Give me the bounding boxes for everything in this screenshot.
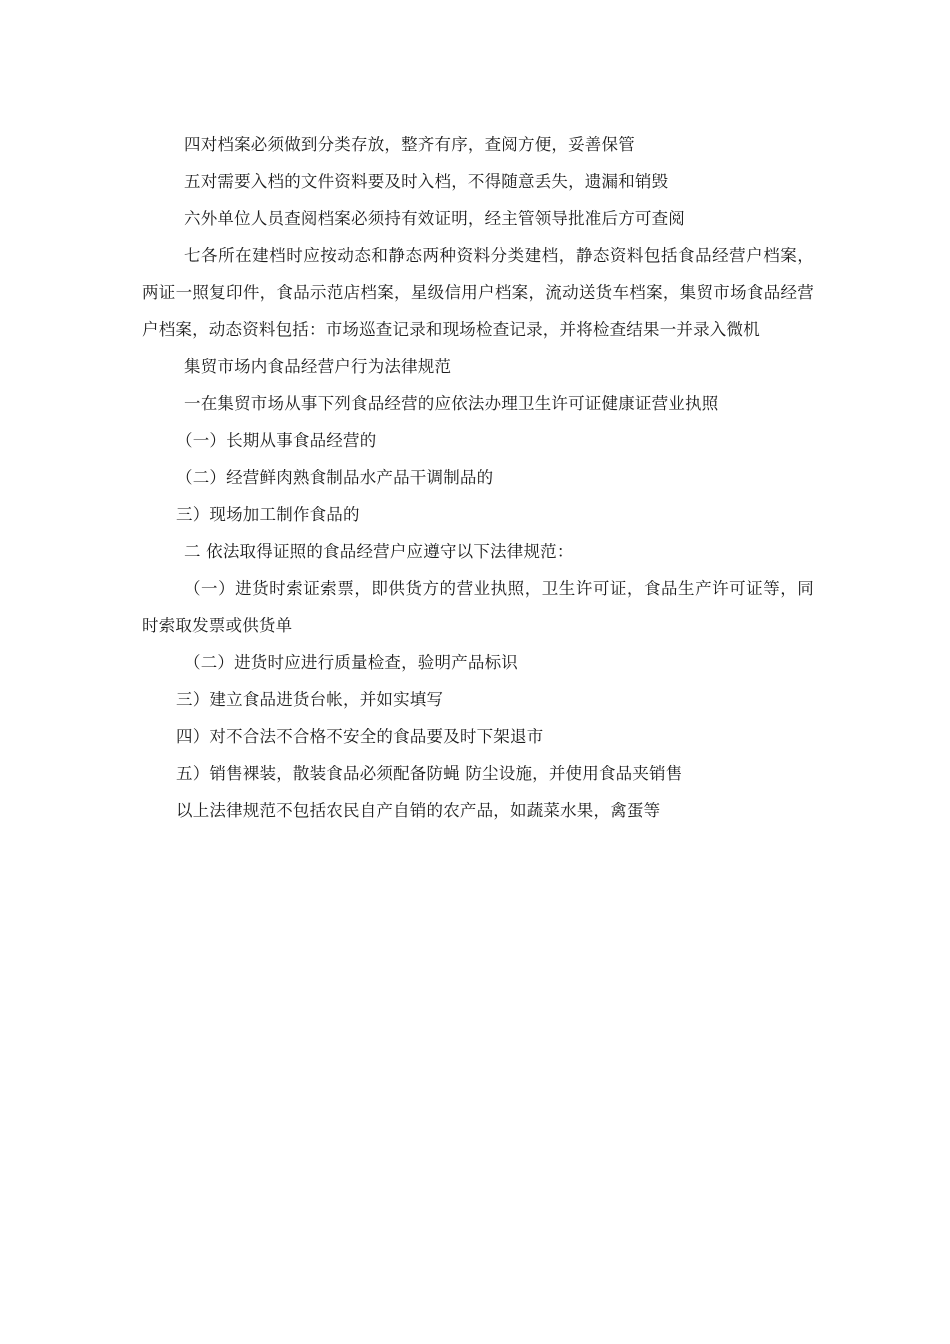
paragraph-archive-access: 六外单位人员查阅档案必须持有效证明，经主管领导批准后方可查阅 [184,209,685,228]
document-body [142,126,814,829]
paragraph-rule-one: 一在集贸市场从事下列食品经营的应依法办理卫生许可证健康证营业执照 [184,394,719,413]
list-item-invoices: （一）进货时索证索票，即供货方的营业执照，卫生许可证，食品生产许可证等，同时索取发票或供货单 [142,579,814,635]
list-item-remove-unsafe: 四）对不合法不合格不安全的食品要及时下架退市 [176,727,544,746]
list-item-long-term: （一）长期从事食品经营的 [176,431,377,450]
section-heading-market-rules: 集贸市场内食品经营户行为法律规范 [184,357,452,376]
list-item-fresh-meat: （二）经营鲜肉熟食制品水产品干调制品的 [176,468,494,487]
list-item-quality-check: （二）进货时应进行质量检查，验明产品标识 [184,653,518,672]
list-item-ledger: 三）建立食品进货台帐，并如实填写 [176,690,444,709]
paragraph-archive-filing: 五对需要入档的文件资料要及时入档，不得随意丢失，遗漏和销毁 [184,172,669,191]
paragraph-exclusion-note: 以上法律规范不包括农民自产自销的农产品，如蔬菜水果，禽蛋等 [176,801,661,820]
paragraph-rule-two: 二 依法取得证照的食品经营户应遵守以下法律规范： [184,542,574,561]
list-item-bulk-food: 五）销售裸装，散装食品必须配备防蝇 防尘设施，并使用食品夹销售 [176,764,683,783]
paragraph-archive-classification: 四对档案必须做到分类存放，整齐有序，查阅方便，妥善保管 [184,135,635,154]
paragraph-archive-types: 七各所在建档时应按动态和静态两种资料分类建档，静态资料包括食品经营户档案，两证一照复印件，食品示范店档案，星级信用户档案，流动送货车档案，集贸市场食品经营户档案，动态资料包括：市场巡查记录和现场检查记录，并将检查结果一并录入微机 [142,246,814,339]
list-item-onsite-processing: 三）现场加工制作食品的 [176,505,360,524]
